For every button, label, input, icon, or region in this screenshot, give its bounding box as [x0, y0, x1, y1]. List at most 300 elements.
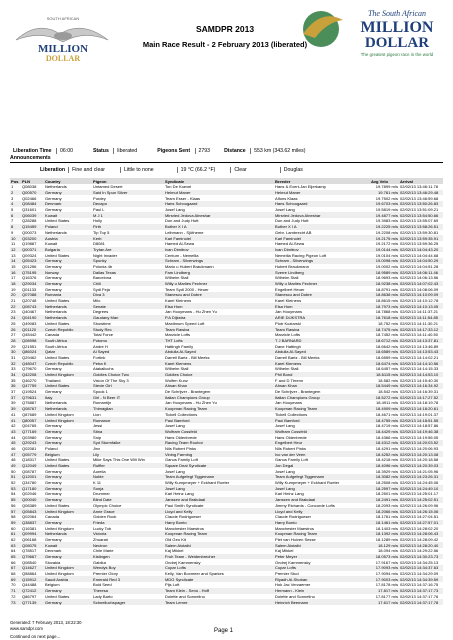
- table-cell: Pijs Loft: [165, 582, 180, 588]
- table-cell: Willy Kumpmeyer + Eckhard Rueter: [275, 480, 340, 486]
- table-cell: 4: [10, 201, 21, 207]
- table-cell: 19.0098 m/s: [370, 258, 399, 264]
- pigeons-sent-group: [154, 148, 213, 154]
- table-cell: Lloyd and Kelly: [274, 508, 370, 514]
- table-cell: Lily: [92, 451, 164, 457]
- table-cell: Lion: [93, 411, 101, 417]
- table-cell: Stanescu and Dobre: [164, 292, 274, 298]
- table-cell: 18.2501 m/s: [375, 491, 398, 497]
- table-cell: Q14627: [21, 565, 44, 571]
- table-cell: 17.9094 m/s: [375, 571, 398, 577]
- table-cell: Denmark: [44, 201, 92, 207]
- table-cell: 37: [10, 394, 21, 400]
- table-cell: 19.7899 m/s: [375, 184, 398, 190]
- table-cell: 68: [11, 571, 16, 577]
- col-header: Syndicate: [164, 178, 274, 184]
- table-cell: Olympic Choice: [93, 502, 122, 508]
- table-cell: Stina: [92, 429, 164, 435]
- liberation-time-group: [10, 148, 76, 154]
- table-cell: Abdulla Al-Sayed: [164, 349, 274, 355]
- table-cell: Study Rec: [92, 326, 164, 332]
- table-cell: Leibmann - Sjötheme: [165, 229, 204, 235]
- table-cell: 18.4719 m/s: [375, 423, 398, 429]
- table-cell: 02/02/13 14:17:27.52: [399, 394, 443, 400]
- table-cell: 02/02/13 13:55:07.69: [400, 218, 439, 224]
- table-cell: 42: [11, 423, 16, 429]
- table-cell: Firth: [92, 224, 164, 230]
- table-cell: United Kingdom: [44, 417, 92, 423]
- table-cell: Q49083: [22, 320, 37, 326]
- table-cell: Q01256: [22, 263, 37, 269]
- table-cell: 26: [10, 326, 21, 332]
- table-cell: 18.8791 m/s: [375, 286, 398, 292]
- table-cell: Josef Lang: [165, 468, 185, 474]
- table-cell: Q75887: [22, 400, 37, 406]
- table-cell: 19.761 m/s: [370, 190, 399, 196]
- table-cell: Ondrej Kammensky: [275, 559, 311, 565]
- table-cell: Mirsried Jedova Alneshar: [164, 212, 274, 218]
- table-cell: Q29243: [21, 440, 44, 446]
- table-cell: Q09324: [22, 252, 37, 258]
- table-cell: 55: [10, 497, 21, 503]
- table-cell: Thimaglian: [92, 406, 164, 412]
- table-cell: Ivan Dimitrov: [274, 247, 370, 253]
- table-cell: 19.5819 m/s: [375, 207, 398, 213]
- table-cell: Helmut Maner: [164, 190, 274, 196]
- table-cell: Riyadh Al-Shoban: [274, 576, 370, 582]
- table-cell: ARIE DIJKSTRA: [274, 315, 370, 321]
- table-cell: Alfons Klaas: [275, 195, 298, 201]
- table-cell: 17.8177 m/s: [375, 593, 398, 599]
- table-cell: Koopman Racing Team: [274, 531, 370, 537]
- table-cell: Q04190: [21, 315, 44, 321]
- table-cell: Q09994: [21, 531, 44, 537]
- table-cell: Hans Oldenbrede: [165, 434, 197, 440]
- table-cell: Koopman Racing Team: [164, 531, 274, 537]
- table-cell: 18.7973 m/s: [370, 303, 399, 309]
- table-cell: South Africa: [44, 338, 92, 344]
- table-cell: 02/02/13 14:20:06.93: [400, 445, 439, 451]
- table-cell: Germany: [44, 429, 92, 435]
- table-cell: 45: [10, 440, 21, 446]
- table-cell: Jessi: [93, 423, 103, 429]
- table-cell: United States: [45, 593, 70, 599]
- table-cell: Engelbert Heuer: [275, 286, 305, 292]
- table-cell: Q18317: [22, 457, 37, 463]
- table-cell: Karl Heinz Lang: [275, 491, 304, 497]
- table-cell: Germany: [45, 366, 62, 372]
- table-cell: Wilhelm Stall: [165, 275, 189, 281]
- table-cell: Netherlands: [45, 309, 67, 315]
- table-cell: Phil Bond: [274, 372, 370, 378]
- table-cell: Q03200: [21, 235, 44, 241]
- table-cell: 13: [11, 252, 16, 258]
- table-cell: 46: [11, 445, 16, 451]
- table-cell: Germany: [44, 474, 92, 480]
- table-cell: Q42208: [21, 372, 44, 378]
- table-cell: Kuwait: [45, 241, 58, 247]
- table-cell: Gebr. Lambrecht AB: [275, 229, 312, 235]
- table-cell: Germany: [44, 258, 92, 264]
- table-cell: 02/02/13 14:19:46.38: [399, 429, 443, 435]
- table-cell: Q03980: [22, 434, 37, 440]
- table-cell: 02/02/13 14:20:03.52: [399, 440, 443, 446]
- table-cell: Willy u Marlies Fechner: [274, 281, 370, 287]
- table-cell: 70: [11, 582, 16, 588]
- table-cell: 02/02/13 14:37:17.76: [400, 593, 439, 599]
- table-cell: Mario u Hubert Braukmann: [165, 263, 214, 269]
- table-cell: 14: [10, 258, 21, 264]
- table-cell: Kistingen: [92, 554, 164, 560]
- table-cell: Karl Heinz Lang: [165, 491, 194, 497]
- table-cell: Thailand: [45, 377, 61, 383]
- table-cell: 02/02/13 14:25:01.17: [400, 491, 439, 497]
- table-cell: Germany: [44, 520, 92, 526]
- table-cell: 67: [10, 565, 21, 571]
- table-cell: 17.617 m/s: [370, 599, 399, 605]
- table-cell: Maxtimum Speed Loft: [165, 320, 205, 326]
- table-cell: Q04765: [22, 423, 37, 429]
- table-cell: Wolfram Cossfeld: [164, 429, 274, 435]
- pigeons-sent-value: 2793: [195, 148, 211, 154]
- table-cell: Q77169: [21, 429, 44, 435]
- table-cell: 25: [11, 320, 16, 326]
- table-cell: Czech Republic: [44, 360, 92, 366]
- table-cell: United States: [45, 298, 70, 304]
- table-cell: Netherlands: [44, 315, 92, 321]
- table-cell: 02/02/13 14:13:46.89: [400, 343, 439, 349]
- table-cell: Germany: [44, 281, 92, 287]
- table-cell: 18.1461 m/s: [370, 520, 399, 526]
- table-cell: Q05779: [21, 451, 44, 457]
- table-cell: Bold Seed: [93, 582, 112, 588]
- table-cell: Ton De Koevel: [165, 184, 192, 190]
- table-cell: 20: [10, 292, 21, 298]
- table-cell: United States: [45, 354, 70, 360]
- table-cell: 17: [11, 275, 16, 281]
- table-cell: 02/02/13 14:13:53.43: [399, 349, 443, 355]
- table-cell: 6: [10, 212, 21, 218]
- table-cell: 18.4312 m/s: [370, 440, 399, 446]
- table-cell: 18.4218 m/s: [375, 457, 398, 463]
- table-cell: Stevie Girl: [92, 383, 164, 389]
- table-cell: Q38837: [21, 520, 44, 526]
- table-cell: 18.2066 m/s: [370, 508, 399, 514]
- table-cell: 22: [10, 303, 21, 309]
- table-cell: Nils Robert Pinks: [275, 445, 307, 451]
- table-cell: Neutron: [92, 542, 164, 548]
- table-cell: Karl Faminoiel: [164, 235, 274, 241]
- table-cell: Drummer: [93, 491, 110, 497]
- table-cell: Netherlands: [45, 229, 67, 235]
- table-cell: 39: [11, 400, 16, 406]
- table-cell: 18.752 m/s: [377, 320, 398, 326]
- table-cell: 33: [11, 366, 16, 372]
- table-cell: Aurelia: [93, 468, 106, 474]
- table-cell: Old Geo Kit: [165, 536, 186, 542]
- table-cell: 02/02/13 14:14:02.21: [400, 354, 439, 360]
- table-cell: Lloyd and Kelly: [164, 508, 274, 514]
- table-cell: Goldies Choice: [164, 372, 274, 378]
- table-cell: Canada: [45, 514, 60, 520]
- table-cell: 18: [10, 281, 21, 287]
- table-cell: Night Invader: [93, 252, 118, 258]
- table-cell: Golden Rock: [93, 514, 117, 520]
- table-cell: 02/02/13 14:21:05.96: [400, 468, 439, 474]
- logo-left-big: MILLION: [37, 43, 89, 55]
- table-cell: Canada: [45, 332, 60, 338]
- table-cell: 3: [11, 195, 14, 201]
- table-cell: 18.9693 m/s: [375, 275, 398, 281]
- table-cell: Sverre Lindberg: [274, 269, 370, 275]
- table-cell: Karel Klemens: [164, 360, 274, 366]
- table-cell: Norway: [44, 269, 92, 275]
- table-cell: Q28288: [22, 218, 37, 224]
- table-cell: 02/02/13 13:50:26.83: [399, 201, 443, 207]
- table-cell: Germany: [44, 497, 92, 503]
- table-cell: Kelly, Van Boxmeer and Sparkes: [165, 571, 224, 577]
- table-cell: Premier Glory: [93, 571, 118, 577]
- table-cell: Vining Farming: [164, 451, 274, 457]
- table-cell: Netherlands: [45, 184, 67, 190]
- table-cell: 02/02/13 14:04:50.29: [399, 258, 443, 264]
- table-cell: 7: [11, 218, 14, 224]
- table-cell: M J 1: [92, 212, 164, 218]
- table-cell: Josef Lang: [275, 423, 295, 429]
- table-cell: 30: [10, 349, 21, 355]
- table-cell: Piet van Huiven Sesse: [275, 536, 316, 542]
- table-cell: Gabika: [93, 559, 106, 565]
- table-cell: 17.817 m/s: [370, 588, 399, 594]
- table-cell: 62: [11, 536, 16, 542]
- table-cell: Q02046: [22, 491, 37, 497]
- table-cell: Germany: [45, 275, 62, 281]
- table-cell: Schram - Silverwings: [164, 258, 274, 264]
- table-cell: 53: [10, 485, 21, 491]
- distance-group: [221, 148, 308, 154]
- table-cell: Andre H: [93, 343, 108, 349]
- logo-left-small-top: SOUTH AFRICAN: [46, 16, 80, 21]
- table-cell: 02/02/13 14:19:01.37: [400, 411, 439, 417]
- table-cell: Ganus Family Loft: [165, 457, 198, 463]
- table-cell: 02/02/13 14:20:13.08: [399, 451, 443, 457]
- table-cell: Decapo: [92, 201, 164, 207]
- table-cell: 16: [10, 269, 21, 275]
- table-cell: De Schrijver - Brantegem: [275, 389, 321, 395]
- status-value: liberated: [113, 148, 137, 154]
- table-cell: Germany: [45, 491, 62, 497]
- table-cell: Untamed Desert: [93, 184, 123, 190]
- table-cell: 15: [11, 263, 16, 269]
- table-cell: 50: [11, 468, 16, 474]
- table-cell: Hok Jac Verzaemer: [275, 582, 311, 588]
- table-cell: 31: [11, 354, 16, 360]
- temperature-value: 19 °C (66.2 °F): [177, 167, 219, 173]
- divider-top: [10, 162, 443, 163]
- logo-right-tagline: The greatest pigeon race in the world: [360, 52, 434, 57]
- table-cell: Barcelona: [93, 275, 112, 281]
- col-header: Pigeon: [92, 178, 164, 184]
- table-cell: Zhoarari: [93, 536, 109, 542]
- table-cell: 18.9589 m/s: [370, 269, 399, 275]
- table-cell: Q87689: [22, 411, 37, 417]
- table-cell: 66: [11, 559, 16, 565]
- table-cell: Q12001: [21, 474, 44, 480]
- table-cell: United Kingdom: [45, 411, 74, 417]
- table-cell: Slovakia: [45, 559, 61, 565]
- table-cell: 02/02/13 14:34:39.59: [399, 576, 443, 582]
- table-cell: Q02466: [22, 195, 37, 201]
- table-cell: 02/02/13 14:30:23.73: [399, 554, 443, 560]
- table-cell: 18.1289 m/s: [375, 536, 398, 542]
- table-cell: 17.8178 m/s: [375, 582, 398, 588]
- table-cell: 02/02/13 14:20:18.58: [400, 457, 439, 463]
- table-cell: United States: [45, 320, 70, 326]
- table-cell: 02/02/13 14:24:45.06: [400, 480, 439, 486]
- table-row: [10, 599, 443, 605]
- table-cell: Josef Lang: [164, 485, 274, 491]
- table-cell: Nemellia Racing Pigeon Loft: [275, 252, 327, 258]
- table-cell: Q08038: [22, 184, 37, 190]
- table-cell: Italy: [44, 394, 92, 400]
- table-cell: 18.2491 m/s: [370, 497, 399, 503]
- table-cell: 02/02/13 14:11:54.85: [399, 315, 443, 321]
- table-cell: Romantijn: [93, 400, 112, 406]
- table-cell: Q21551: [22, 343, 37, 349]
- table-cell: Romance: [92, 417, 164, 423]
- table-cell: Q20748: [22, 298, 37, 304]
- table-cell: Jan Hooymans - Hu Zhen Yu: [165, 309, 217, 315]
- table-cell: THT Lofts: [164, 338, 274, 344]
- table-cell: 58: [11, 514, 16, 520]
- table-cell: Hans Oldenbrede: [275, 434, 307, 440]
- table-cell: 18.7452 m/s: [375, 332, 398, 338]
- table-cell: 02/02/13 13:46:29.48: [399, 190, 443, 196]
- table-cell: 02/02/13 14:18:57.86: [400, 423, 439, 429]
- table-cell: 73: [10, 599, 21, 605]
- table-cell: Hans & Evert-Jan Eijerkamp: [275, 184, 326, 190]
- table-cell: United Kingdom: [44, 372, 92, 378]
- table-cell: Kaj Mikkel: [275, 548, 294, 554]
- table-cell: Total Force: [93, 332, 114, 338]
- table-cell: Blind Date: [92, 497, 164, 503]
- table-cell: 57: [10, 508, 21, 514]
- table-cell: 41: [10, 417, 21, 423]
- table-cell: Q44488: [22, 582, 37, 588]
- table-cell: 19.0002 m/s: [375, 263, 398, 269]
- table-cell: Q19887: [22, 241, 37, 247]
- table-cell: Buther X I A: [274, 224, 370, 230]
- table-cell: Kuwait: [44, 542, 92, 548]
- table-cell: Team Sydl 2000 - Heuer: [165, 286, 209, 292]
- table-cell: 28: [10, 338, 21, 344]
- table-cell: South Africa: [45, 343, 67, 349]
- table-cell: 18.4366 m/s: [375, 434, 398, 440]
- table-cell: Q00371: [21, 247, 44, 253]
- table-cell: Netherlands: [45, 400, 67, 406]
- table-cell: Belgium: [45, 582, 60, 588]
- table-cell: 02/02/13 14:16:39.31: [400, 389, 439, 395]
- table-cell: Q02081: [22, 445, 37, 451]
- table-cell: Poland: [44, 224, 92, 230]
- table-cell: Hans Schougaard: [274, 201, 370, 207]
- table-cell: Saudi Arabia: [44, 576, 92, 582]
- table-cell: 18.1761 m/s: [375, 514, 398, 520]
- table-cell: 19.4877 m/s: [370, 212, 399, 218]
- website-link[interactable]: www.samdpr.com: [10, 626, 43, 631]
- table-cell: Jon Degal: [274, 463, 370, 469]
- table-cell: Koopman Racing Team: [164, 406, 274, 412]
- table-cell: Q08787: [22, 468, 37, 474]
- table-cell: 43: [10, 429, 21, 435]
- table-cell: Spook 1: [93, 389, 108, 395]
- table-cell: Ivo van der Veen: [274, 451, 370, 457]
- table-cell: 02/02/13 14:26:15.06: [399, 508, 443, 514]
- table-cell: Elsa Hom: [164, 303, 274, 309]
- table-cell: Q75195: [21, 269, 44, 275]
- table-cell: Theresa: [92, 588, 164, 594]
- table-cell: Don and Judy Hutt: [165, 218, 199, 224]
- table-cell: T J BARNARD: [274, 338, 370, 344]
- table-cell: Salem Alotaibi: [274, 542, 370, 548]
- table-cell: 19.2172 m/s: [375, 241, 398, 247]
- table-cell: Austria: [44, 235, 92, 241]
- table-cell: Ahsan Khan: [164, 383, 274, 389]
- table-cell: 35: [11, 377, 16, 383]
- table-cell: 02/02/13 14:34:25.13: [400, 559, 439, 565]
- table-cell: 5: [11, 207, 14, 213]
- table-cell: Germany: [45, 480, 62, 486]
- table-cell: Q86797: [22, 593, 37, 599]
- table-cell: 18.6559 m/s: [375, 354, 398, 360]
- table-cell: Q05423: [21, 258, 44, 264]
- race-meta-row: [10, 148, 443, 154]
- table-cell: Piotr Koziarski: [275, 320, 301, 326]
- table-cell: United States: [45, 502, 70, 508]
- table-cell: 18.6712 m/s: [370, 338, 399, 344]
- table-cell: 63: [10, 542, 21, 548]
- table-cell: Don and Judy Hutt: [275, 218, 309, 224]
- table-cell: Germany: [45, 389, 62, 395]
- table-cell: Hamed Al-Sewa: [275, 241, 305, 247]
- table-cell: Karel Klemens: [274, 360, 370, 366]
- table-cell: Wolfen Kunz: [165, 377, 188, 383]
- table-cell: Racing Team Rouhor: [164, 440, 274, 446]
- table-cell: Anne Grace: [92, 508, 164, 514]
- table-cell: De Schrijver - Brantegem: [165, 389, 211, 395]
- table-cell: Manchester Maestros: [165, 525, 204, 531]
- col-header: Country: [44, 178, 92, 184]
- table-cell: Jan Hooymans: [275, 309, 302, 315]
- table-cell: 18.3929 m/s: [375, 468, 398, 474]
- table-cell: Germany: [45, 434, 62, 440]
- table-cell: Josef Lang: [165, 207, 185, 213]
- table-cell: 02/02/13 14:27:04.51: [400, 514, 439, 520]
- distance-value: 553 km (343.62 miles): [250, 148, 305, 154]
- liberation-label: Liberation: [40, 167, 66, 173]
- table-cell: 8: [10, 224, 21, 230]
- table-cell: Al Sayed: [92, 349, 164, 355]
- table-cell: 02/02/13 14:37:17.78: [399, 599, 443, 605]
- table-cell: 18.094 m/s: [377, 548, 398, 554]
- liberation-time-value: 06:00: [56, 148, 73, 154]
- table-cell: Snip: [93, 434, 102, 440]
- table-cell: 02/02/13 14:34:29.09: [400, 571, 439, 577]
- table-cell: Q47759: [21, 383, 44, 389]
- table-cell: Wolfram Cossfeld: [274, 429, 370, 435]
- table-cell: Jan Hooymans: [275, 400, 302, 406]
- table-cell: 18.7475 m/s: [370, 326, 399, 332]
